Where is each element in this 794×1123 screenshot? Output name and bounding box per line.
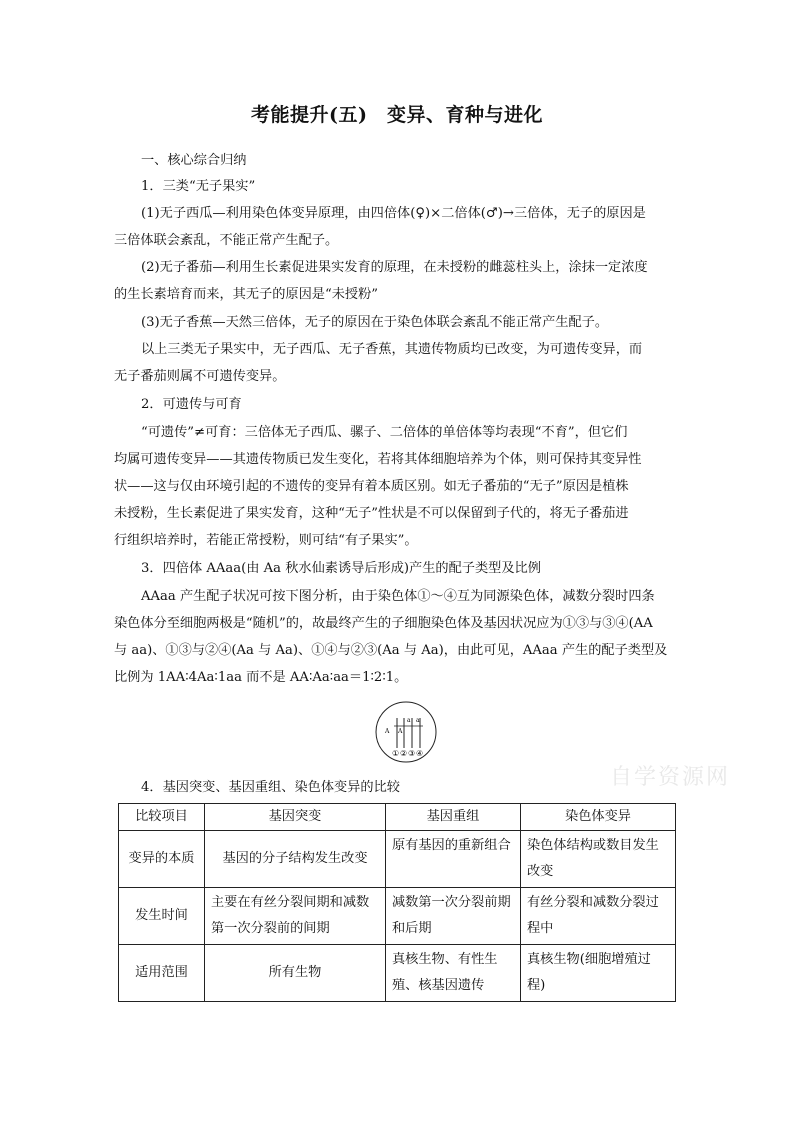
gene-label-4: a [416,717,420,724]
paragraph-1-line-2: 三倍体联会紊乱，不能正常产生配子。 [114,233,339,248]
subheading-3: 3．四倍体 AAaa(由 Aa 秋水仙素诱导后形成)产生的配子类型及比例 [141,561,541,576]
comparison-table [118,803,676,1002]
paragraph-1-line-1: (1)无子西瓜—利用染色体变异原理，由四倍体(♀)×二倍体(♂)→三倍体，无子的原因是 [141,206,646,221]
table-row-header: 变异的本质 [119,831,205,888]
paragraph-6-line-4: 比例为 1AA∶4Aa∶1aa 而不是 AA∶Aa∶aa＝1∶2∶1。 [114,670,408,685]
table-header-cell: 染色体变异 [521,804,676,831]
paragraph-4-line-2: 无子番茄则属不可遗传变异。 [114,369,286,384]
table-cell: 染色体结构或数目发生改变 [521,831,676,888]
watermark: 自学资源网 [610,765,731,790]
table-cell: 有丝分裂和减数分裂过程中 [521,888,676,945]
paragraph-2-line-1: (2)无子番茄—利用生长素促进果实发育的原理，在未授粉的雌蕊柱头上，涂抹一定浓度 [141,260,648,275]
subheading-4: 4．基因突变、基因重组、染色体变异的比较 [141,780,400,795]
table-cell: 减数第一次分裂前期和后期 [386,888,521,945]
chromosome-number-1: ① [392,749,400,758]
table-cell: 主要在有丝分裂间期和减数第一次分裂前的间期 [205,888,386,945]
paragraph-6-line-2: 染色体分至细胞两极是“随机”的，故最终产生的子细胞染色体及基因状况应为①③与③④(AA [114,616,653,631]
page-title: 考能提升(五) 变异、育种与进化 [251,104,543,126]
chromosome-number-3: ③ [408,749,416,758]
table-header-row [119,804,676,831]
table-row [119,945,676,1002]
table-header-cell: 基因突变 [205,804,386,831]
table-row-header: 适用范围 [119,945,205,1002]
gene-label-3: a [407,717,411,724]
paragraph-6-line-1: AAaa 产生配子状况可按下图分析，由于染色体①～④互为同源染色体，减数分裂时四条 [141,589,655,604]
chromosome-number-4: ④ [416,749,424,758]
paragraph-5-line-3: 状——这与仅由环境引起的不遗传的变异有着本质区别。如无子番茄的“无子”原因是植株 [114,479,629,494]
subheading-1: 1．三类“无子果实” [141,179,256,194]
table-header-cell: 基因重组 [386,804,521,831]
table-cell: 真核生物(细胞增殖过程) [521,945,676,1002]
table-cell: 所有生物 [205,945,386,1002]
table-row [119,888,676,945]
table-header-cell: 比较项目 [119,804,205,831]
paragraph-5-line-1: “可遗传”≠可育：三倍体无子西瓜、骡子、二倍体的单倍体等均表现“不育”，但它们 [141,425,628,440]
table-cell: 基因的分子结构发生改变 [205,831,386,888]
chromosome-diagram [374,700,438,764]
paragraph-5-line-4: 未授粉，生长素促进了果实发育，这种“无子”性状是不可以保留到子代的，将无子番茄进 [114,506,629,521]
paragraph-4-line-1: 以上三类无子果实中，无子西瓜、无子香蕉，其遗传物质均已改变，为可遗传变异，而 [141,342,643,357]
paragraph-5-line-2: 均属可遗传变异——其遗传物质已发生变化，若将其体细胞培养为个体，则可保持其变异性 [114,452,642,467]
chromosome-number-2: ② [400,749,408,758]
table-row [119,831,676,888]
subheading-2: 2．可遗传与可育 [141,397,242,412]
paragraph-5-line-5: 行组织培养时，若能正常授粉，则可结“有子果实”。 [114,533,418,548]
section-heading: 一、核心综合归纳 [141,153,247,168]
table-cell: 原有基因的重新组合 [386,831,521,888]
table-row-header: 发生时间 [119,888,205,945]
paragraph-2-line-2: 的生长素培育而来，其无子的原因是“未授粉” [114,287,379,302]
gene-label-2: A [398,728,403,735]
gene-label-1: A [385,728,390,735]
table-cell: 真核生物、有性生殖、核基因遗传 [386,945,521,1002]
paragraph-6-line-3: 与 aa)、①③与②④(Aa 与 Aa)、①④与②③(Aa 与 Aa)，由此可见，AAaa 产生的配子类型及 [114,643,668,658]
paragraph-3-line-1: (3)无子香蕉—天然三倍体，无子的原因在于染色体联会紊乱不能正常产生配子。 [141,315,609,330]
